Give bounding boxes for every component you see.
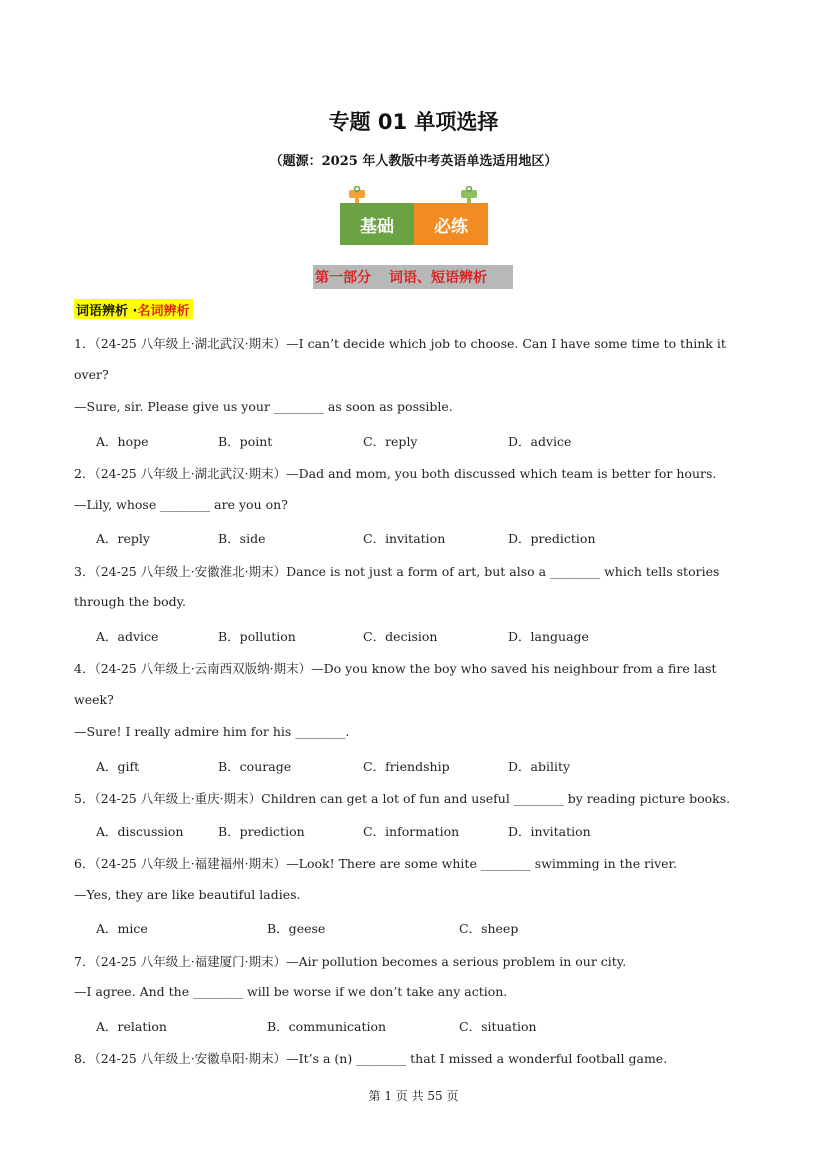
page-title: 专题 01 单项选择 (328, 110, 499, 134)
question-line: —Sure! I really admire him for his ________. (74, 724, 350, 739)
option: A．hope (96, 434, 149, 449)
page-subtitle: （题源：2025 年人教版中考英语单选适用地区） (269, 154, 558, 169)
option: B．prediction (218, 824, 305, 839)
option: A．advice (96, 629, 159, 644)
question-line: over? (74, 367, 109, 382)
option: A．mice (96, 921, 148, 936)
option: B．courage (218, 759, 292, 774)
option: C．reply (363, 434, 418, 449)
category-label (74, 299, 193, 319)
option: B．communication (267, 1019, 387, 1034)
section-part: 第一部分 (315, 270, 371, 286)
question-line: through the body. (74, 594, 186, 609)
question-line: 3．（24-25 八年级上·安徽淮北·期末）Dance is not just a form of art, but also a ________ which tells stories (74, 564, 720, 579)
option: C．information (363, 824, 460, 839)
question-line: 7．（24-25 八年级上·福建厦门·期末）—Air pollution becomes a serious problem in our city. (74, 954, 627, 969)
question-line: 1．（24-25 八年级上·湖北武汉·期末）—I can’t decide which job to choose. Can I have some time to think it (74, 336, 726, 351)
question-line: —Sure, sir. Please give us your ________ as soon as possible. (74, 399, 453, 414)
option: C．invitation (363, 531, 446, 546)
practice-badge (340, 186, 488, 246)
option: A．reply (96, 531, 150, 546)
question-line: 4．（24-25 八年级上·云南西双版纳·期末）—Do you know the boy who saved his neighbour from a fire last (74, 661, 717, 676)
category-prefix: 词语辨析 · (76, 303, 138, 319)
option: B．geese (267, 921, 326, 936)
question-line: 6．（24-25 八年级上·福建福州·期末）—Look! There are some white ________ swimming in the river. (74, 856, 678, 871)
option: A．discussion (96, 824, 184, 839)
option: B．pollution (218, 629, 296, 644)
question-line: 5．（24-25 八年级上·重庆·期末）Children can get a lot of fun and useful ________ by reading picture books. (74, 791, 731, 806)
question-line: —Yes, they are like beautiful ladies. (74, 887, 301, 902)
question-line: —I agree. And the ________ will be worse if we don’t take any action. (74, 984, 508, 999)
page-footer: 第 1 页 共 55 页 (368, 1089, 459, 1103)
option: D．language (508, 629, 589, 644)
option: C．decision (363, 629, 438, 644)
option: C．situation (459, 1019, 537, 1034)
question-line: 8．（24-25 八年级上·安徽阜阳·期末）—It’s a (n) ________ that I missed a wonderful football game. (74, 1051, 668, 1066)
badge-basic: 基础 (340, 203, 414, 245)
badge-practice: 必练 (414, 203, 488, 245)
section-topic: 词语、短语辨析 (389, 270, 487, 286)
section-heading (313, 265, 513, 289)
option: C．friendship (363, 759, 450, 774)
question-line: week? (74, 692, 114, 707)
option: D．invitation (508, 824, 591, 839)
option: A．relation (96, 1019, 167, 1034)
category-name: 名词辨析 (137, 303, 190, 319)
option: A．gift (96, 759, 140, 774)
question-line: 2．（24-25 八年级上·湖北武汉·期末）—Dad and mom, you both discussed which team is better for hours. (74, 466, 717, 481)
option: B．side (218, 531, 266, 546)
option: B．point (218, 434, 273, 449)
option: D．prediction (508, 531, 596, 546)
option: D．ability (508, 759, 571, 774)
option: C．sheep (459, 921, 519, 936)
question-line: —Lily, whose ________ are you on? (74, 497, 288, 512)
option: D．advice (508, 434, 572, 449)
